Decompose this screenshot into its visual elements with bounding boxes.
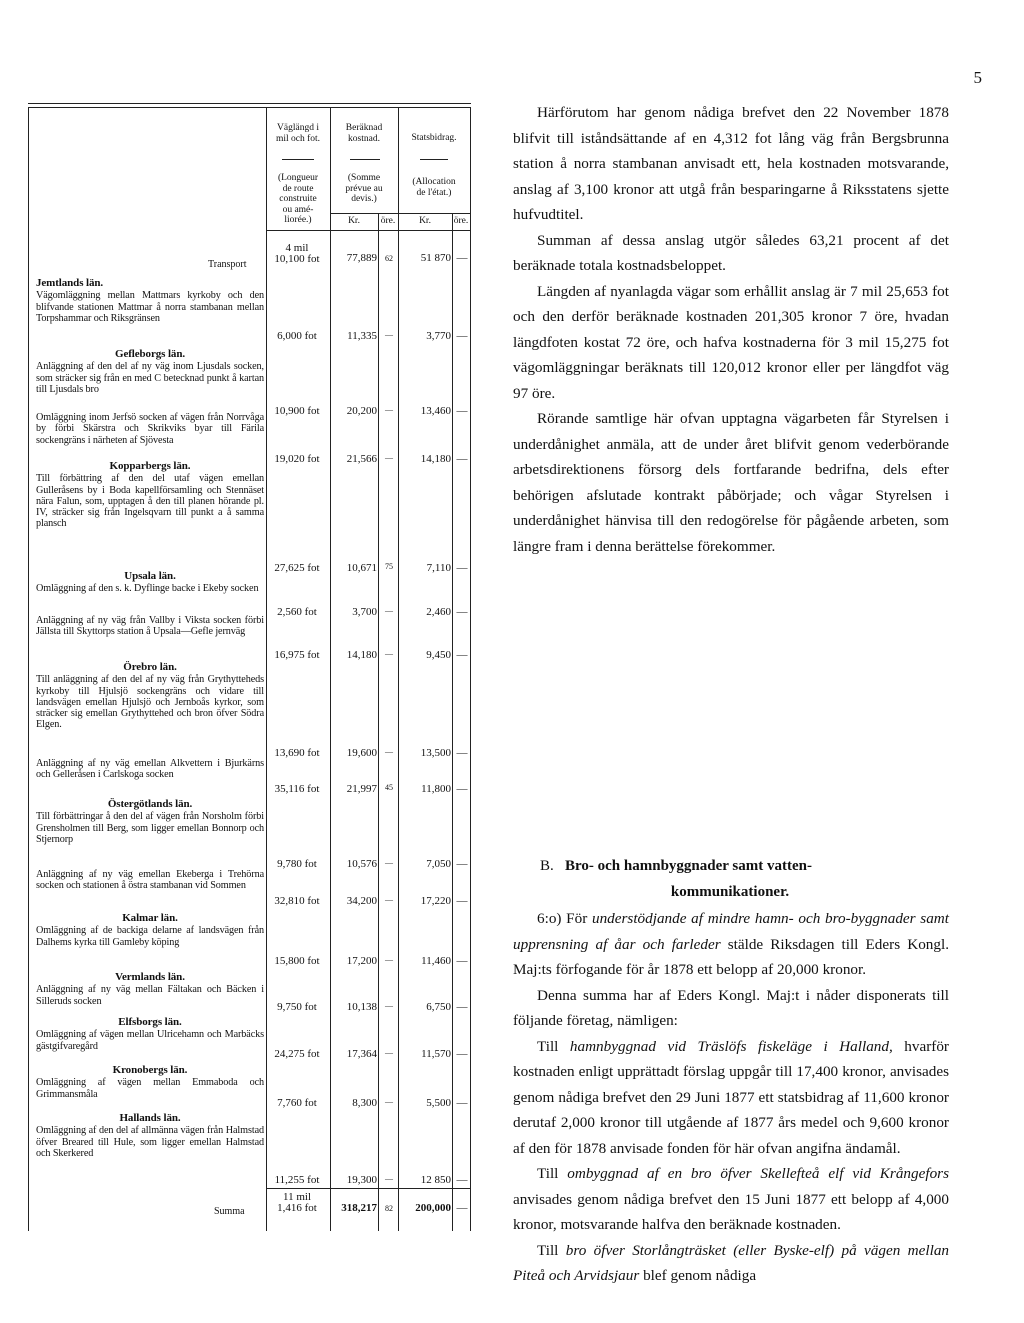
- row-grant-ore: —: [456, 1174, 468, 1186]
- row-grant: 7,110: [426, 562, 451, 574]
- paragraph: Längden af nyanlagda vägar som erhållit anslag är 7 mil 25,653 fot och den derför beräknade kostnaden 201,305 kronor 7 öre, hvadan längdfoten kostat 72 öre, och hafva kostnaderna för 3 mil 15,275 fot vägomläggningar beräknats till 120,012 kronor eller per längdfot väg 97 öre.: [513, 282, 949, 402]
- lan-heading: Gefleborgs län.: [115, 348, 185, 360]
- table-row: [28, 783, 471, 799]
- row-cost-ore: —: [385, 1001, 393, 1010]
- row-grant-ore: —: [456, 1001, 468, 1013]
- row-length: 19,020 fot: [274, 453, 320, 465]
- summa-grant: 200,000: [415, 1202, 451, 1214]
- table-row: [28, 895, 471, 911]
- paragraph: Denna summa har af Eders Kongl. Maj:t i nåder disponerats till följande företag, nämligen:: [513, 986, 949, 1029]
- summa-label: Summa: [214, 1206, 245, 1217]
- section-jemtland: [36, 278, 264, 324]
- section-text: Omläggning af den s. k. Dyflinge backe i Ekeby socken: [36, 583, 259, 595]
- row-length: 9,750 fot: [277, 1001, 317, 1013]
- section-elfsborg: [36, 1017, 264, 1052]
- table-row: [28, 858, 471, 874]
- lan-heading: Kronobergs län.: [112, 1064, 188, 1076]
- right-text-lower: [513, 906, 949, 1289]
- row-cost-ore: —: [385, 1174, 393, 1183]
- lan-heading: Vermlands län.: [115, 971, 185, 983]
- section-orebro-1: [36, 662, 264, 731]
- header-kr: Kr.: [419, 216, 431, 226]
- lan-heading: Upsala län.: [124, 570, 176, 582]
- transport-cost: 77,889: [346, 252, 377, 264]
- row-length: 27,625 fot: [274, 562, 320, 574]
- header-ore: öre.: [453, 216, 469, 226]
- section-gefleborg-1: [36, 349, 264, 395]
- header-rule: [282, 159, 314, 160]
- header-length-fr: (Longueur de route construite ou amé- liorée.): [277, 173, 319, 225]
- row-grant: 11,460: [421, 955, 451, 967]
- row-length: 9,780 fot: [277, 858, 317, 870]
- row-cost: 10,138: [346, 1001, 377, 1013]
- table-row: [28, 330, 471, 346]
- section-text: Omläggning af den del af allmänna vägen från Halmstad öfver Breared till Hule, som ligger emellan Halmstad och Skerkered: [36, 1125, 264, 1159]
- ore-divider: [452, 213, 453, 1231]
- table-top-rule: [28, 103, 471, 104]
- row-cost: 17,200: [346, 955, 377, 967]
- section-text: Anläggning af ny väg mellan Fältakan och Bäcken i Silleruds socken: [36, 984, 264, 1007]
- section-text: Till anläggning af den del af ny väg från Grythytteheds kyrkoby till Hjulsjö sockengräns och vidare till landsvägen emellan Hjulsjö och Jernboås kyrkor, som sträcker sig emellan Grythyttehed och bron öfver Södra Elgen.: [36, 674, 264, 731]
- row-length: 10,900 fot: [274, 405, 320, 417]
- row-cost-ore: —: [385, 747, 393, 756]
- section-text: Till förbättringar å den del af vägen från Norsholm förbi Grensholmen till Berg, som ligger emellan Bonnorp och Stjernorp: [36, 811, 264, 845]
- row-grant-ore: —: [456, 562, 468, 574]
- road-grants-table: [28, 103, 471, 1231]
- row-grant-ore: —: [456, 895, 468, 907]
- row-grant: 17,220: [420, 895, 451, 907]
- table-row: [28, 405, 471, 421]
- row-length: 32,810 fot: [274, 895, 320, 907]
- row-grant: 7,050: [426, 858, 451, 870]
- table-row: [28, 1001, 471, 1017]
- table-row: [28, 747, 471, 763]
- section-text: Anläggning af den del af ny väg inom Ljusdals socken, som sträcker sig från en med C betecknad punkt å kartan till Ljusdals bro: [36, 361, 264, 395]
- lan-heading: Jemtlands län.: [36, 277, 104, 289]
- table-row: [28, 562, 471, 578]
- section-text: Omläggning af vägen mellan Emmaboda och Grimmansmåla: [36, 1077, 264, 1100]
- header-kr: Kr.: [348, 216, 360, 226]
- header-rule: [350, 159, 380, 160]
- row-grant-ore: —: [456, 747, 468, 759]
- section-heading-b: [540, 853, 920, 905]
- row-grant-ore: —: [456, 453, 468, 465]
- table-top-rule-2: [28, 107, 471, 108]
- row-cost-ore: —: [385, 453, 393, 462]
- header-ore: öre.: [380, 216, 396, 226]
- paragraph: Till ombyggnad af en bro öfver Skellefteå elf vid Krångefors anvisades genom nådiga brefvet den 15 Juni 1877 ett belopp af 4,000 kronor, motsvarande halfva den beräknade kostnaden.: [513, 1165, 949, 1233]
- section-kopparberg: [36, 461, 264, 530]
- lan-heading: Örebro län.: [123, 661, 177, 673]
- row-grant: 14,180: [420, 453, 451, 465]
- row-grant-ore: —: [456, 649, 468, 661]
- row-cost-ore: —: [385, 649, 393, 658]
- row-grant: 6,750: [426, 1001, 451, 1013]
- row-cost-ore: —: [385, 1097, 393, 1106]
- row-length: 6,000 fot: [277, 330, 317, 342]
- section-text: Anläggning af ny väg emellan Ekeberga i Trehörna socken och stationen å östra stambanan vid Sommen: [36, 869, 264, 892]
- section-text: Omläggning af vägen mellan Ulricehamn och Marbäcks gästgifvaregård: [36, 1029, 264, 1052]
- row-cost: 21,566: [346, 453, 377, 465]
- row-cost-ore: —: [385, 895, 393, 904]
- row-cost: 10,671: [346, 562, 377, 574]
- heading-letter: B.: [540, 858, 554, 874]
- section-text: Till förbättring af den del utaf vägen emellan Gulleråsens by i Boda kapellförsamling och Stennäset nära Falun, som, upptagen å den till planen hörande pl. IV, sträcker sig från Ingelsqvarn till punkt a å samma plansch: [36, 473, 264, 530]
- summa-cost: 318,217: [341, 1202, 377, 1214]
- heading-text: Bro- och hamnbyggnader samt vatten-: [565, 858, 812, 874]
- summa-cost-ore: 82: [385, 1204, 393, 1213]
- section-ostergotland-1: [36, 799, 264, 845]
- sum-rule: [266, 1188, 470, 1189]
- paragraph: Till hamnbyggnad vid Träslöfs fiskeläge i Halland, hvarför kostnaden enligt upprättadt förslag uppgår till 17,400 kronor, anvisades genom nådiga brefvet den 29 Juni 1877 ett statsbidrag af 11,600 kronor derutaf 2,000 kronor till utgående af 1877 års medel och 9,600 kronor af den för 1878 anvisade fonden för här ofvan angifna ändamål.: [513, 1037, 949, 1157]
- row-grant: 11,570: [421, 1048, 451, 1060]
- section-halland: [36, 1113, 264, 1159]
- row-length: 2,560 fot: [277, 606, 317, 618]
- row-grant-ore: —: [456, 955, 468, 967]
- row-cost-ore: 75: [385, 562, 393, 571]
- section-text: Omläggning inom Jerfsö socken af vägen från Norrvåga by förbi Skärstra och Skrikviks byar till Färila sockengräns i närheten af Sjövesta: [36, 412, 264, 446]
- row-grant: 13,500: [420, 747, 451, 759]
- subheader-rule: [330, 213, 470, 214]
- lan-heading: Kopparbergs län.: [109, 460, 191, 472]
- section-text: Anläggning af ny väg emellan Alkvettern i Bjurkärns och Gelleråsen i Carlskoga socken: [36, 758, 264, 781]
- row-grant: 11,800: [421, 783, 451, 795]
- row-cost: 19,600: [346, 747, 377, 759]
- row-length: 11,255 fot: [274, 1174, 320, 1186]
- header-grant-fr: (Allocation de l'état.): [412, 177, 456, 198]
- subheader-rule: [266, 230, 470, 231]
- table-row: [28, 649, 471, 665]
- row-grant: 9,450: [426, 649, 451, 661]
- row-cost-ore: 45: [385, 783, 393, 792]
- transport-length: 4 mil 10,100 fot: [274, 242, 320, 265]
- row-cost: 14,180: [346, 649, 377, 661]
- paragraph: Till bro öfver Storlångträsket (eller Byske-elf) på vägen mellan Piteå och Arvidsjaur blef genom nådiga: [513, 1241, 950, 1284]
- row-cost-ore: —: [385, 955, 393, 964]
- header-length: Väglängd i mil och fot.: [275, 123, 321, 144]
- row-length: 24,275 fot: [274, 1048, 320, 1060]
- right-text-upper: [513, 100, 949, 559]
- row-grant-ore: —: [456, 405, 468, 417]
- section-text: Vägomläggning mellan Mattmars kyrkoby och den blifvande stationen Mattmar å norra stambanan mellan Torpshammar och Riksgränsen: [36, 290, 264, 324]
- row-cost: 3,700: [352, 606, 377, 618]
- section-text: Omläggning af de backiga delarne af landsvägen från Dalhems kyrka till Gamleby köping: [36, 925, 264, 948]
- section-text: Anläggning af ny väg från Vallby i Viksta socken förbi Jällsta till Skyttorps station å Upsala—Gefle jernväg: [36, 615, 264, 638]
- row-grant-ore: —: [456, 1048, 468, 1060]
- row-grant: 5,500: [426, 1097, 451, 1109]
- row-grant: 3,770: [426, 330, 451, 342]
- row-grant-ore: —: [456, 606, 468, 618]
- row-cost: 21,997: [346, 783, 377, 795]
- row-length: 7,760 fot: [277, 1097, 317, 1109]
- row-grant-ore: —: [456, 783, 468, 795]
- table-row: [28, 955, 471, 971]
- row-grant: 13,460: [420, 405, 451, 417]
- row-length: 35,116 fot: [274, 783, 320, 795]
- row-cost-ore: —: [385, 1048, 393, 1057]
- row-cost: 11,335: [347, 330, 377, 342]
- table-row: [28, 453, 471, 469]
- row-grant-ore: —: [456, 858, 468, 870]
- row-length: 16,975 fot: [274, 649, 320, 661]
- transport-grant-ore: —: [456, 252, 468, 264]
- heading-text: kommunikationer.: [670, 884, 790, 900]
- lan-heading: Elfsborgs län.: [118, 1016, 182, 1028]
- row-cost-ore: —: [385, 330, 393, 339]
- row-cost: 10,576: [346, 858, 377, 870]
- summa-grant-ore: —: [456, 1202, 468, 1214]
- row-cost: 17,364: [346, 1048, 377, 1060]
- lan-heading: Kalmar län.: [122, 912, 178, 924]
- paragraph: Härförutom har genom nådiga brefvet den 22 November 1878 blifvit till iståndsättande af en 4,312 fot lång väg från Bergsbrunna station å norra stambanan anvisadt ett, hela kostnaden motsvarande, anslag af 3,100 kronor att utgå från besparingarne å Riksstatens sjette hufvudtitel.: [513, 104, 949, 223]
- summa-length: 11 mil 1,416 fot: [277, 1191, 317, 1214]
- transport-label: Transport: [208, 259, 247, 270]
- row-grant-ore: —: [456, 330, 468, 342]
- lan-heading: Östergötlands län.: [107, 798, 193, 810]
- row-length: 13,690 fot: [274, 747, 320, 759]
- row-grant: 12 850: [420, 1174, 451, 1186]
- header-grant: Statsbidrag.: [411, 133, 457, 143]
- ore-divider: [378, 213, 379, 1231]
- row-cost: 19,300: [346, 1174, 377, 1186]
- row-cost-ore: —: [385, 858, 393, 867]
- table-row: [28, 606, 471, 622]
- row-grant-ore: —: [456, 1097, 468, 1109]
- section-kronoberg: [36, 1065, 264, 1100]
- row-length: 15,800 fot: [274, 955, 320, 967]
- table-row: [28, 1048, 471, 1064]
- paragraph: 6:o) För understödjande af mindre hamn- och bro-byggnader samt upprensning af åar och farleder stälde Riksdagen till Eders Kongl. Maj:ts förfogande för år 1878 ett belopp af 20,000 kronor.: [513, 910, 949, 978]
- page-number: 5: [973, 68, 982, 87]
- row-cost: 34,200: [346, 895, 377, 907]
- table-row: [28, 1097, 471, 1113]
- row-cost: 8,300: [352, 1097, 377, 1109]
- section-kalmar: [36, 913, 264, 948]
- header-cost-fr: (Somme prévue au devis.): [345, 173, 383, 204]
- lan-heading: Hallands län.: [119, 1112, 181, 1124]
- row-cost-ore: —: [385, 405, 393, 414]
- row-grant: 2,460: [426, 606, 451, 618]
- transport-cost-ore: 62: [385, 254, 393, 263]
- row-cost-ore: —: [385, 606, 393, 615]
- row-cost: 20,200: [346, 405, 377, 417]
- paragraph: Summan af dessa anslag utgör således 63,21 procent af det beräknade totala kostnadsbeloppet.: [513, 231, 949, 274]
- transport-grant: 51 870: [420, 252, 451, 264]
- header-rule: [420, 159, 448, 160]
- header-cost: Beräknad kostnad.: [345, 123, 383, 144]
- paragraph: Rörande samtlige här ofvan upptagna vägarbeten får Styrelsen i underdånighet anmäla, att de under året blifvit genom vederbörande arbetsdirektionens försorg dels fortfarande bedrifna, dels efter behörigen afslutade kontrakt påbörjade; och vågar Styrelsen i underdånighet hänvisa till den redogörelse för pågående arbeten, som längre fram i denna berättelse förekommer.: [513, 410, 949, 555]
